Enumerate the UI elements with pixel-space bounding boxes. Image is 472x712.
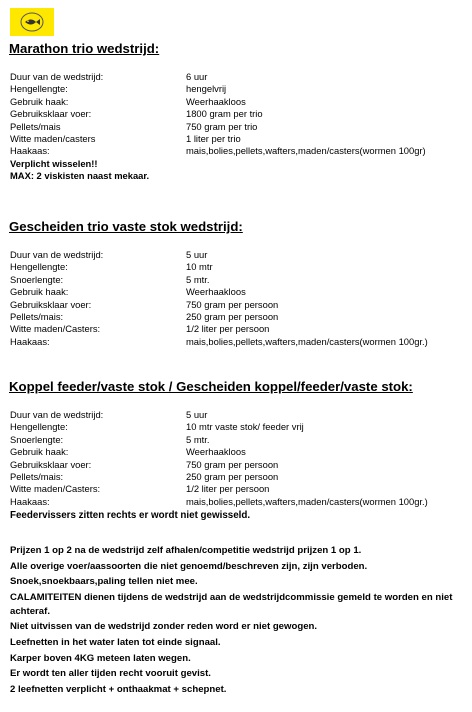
detail-key: Witte maden/Casters: [10,483,101,495]
detail-key: Gebruiksklaar voer: [10,108,92,120]
detail-value: mais,bolies,pellets,wafters,maden/casters(wormen 100gr.) [186,495,428,507]
section1-title: Marathon trio wedstrijd: [9,41,160,56]
detail-value: 5 mtr. [186,433,210,445]
detail-row [10,96,470,108]
detail-row [10,311,470,323]
detail-key: Witte maden/Casters: [10,323,101,335]
detail-row [10,121,470,133]
detail-row [10,133,470,145]
detail-row [10,286,470,298]
detail-key: Snoerlengte: [10,433,64,445]
detail-value: 1/2 liter per persoon [186,323,270,335]
detail-key: Snoerlengte: [10,273,64,285]
detail-row [10,471,470,483]
rule-item: Er wordt ten aller tijden recht vooruit gevist. [10,668,211,680]
detail-value: Weerhaakloos [186,446,246,458]
detail-key: Haakaas: [10,335,50,347]
detail-row [10,496,470,508]
section1-details [10,71,470,183]
detail-value: 250 gram per persoon [186,470,279,482]
detail-row [10,249,470,261]
detail-key: Pellets/mais: [10,470,64,482]
detail-key: Duur van de wedstrijd: [10,71,104,82]
detail-key: Hengellengte: [10,421,68,433]
detail-row [10,434,470,446]
detail-value: 5 uur [186,409,208,420]
section2-title: Gescheiden trio vaste stok wedstrijd: [9,219,243,234]
detail-row [10,446,470,458]
detail-key: Witte maden/casters [10,132,96,144]
detail-key: Pellets/mais [10,120,61,132]
rule-item: 2 leefnetten verplicht + onthaakmat + schepnet. [10,683,227,695]
detail-value: 750 gram per trio [186,120,258,132]
detail-value: 750 gram per persoon [186,458,279,470]
club-logo [10,8,54,36]
section1-note: MAX: 2 viskisten naast mekaar. [10,170,150,182]
detail-value: 5 mtr. [186,273,210,285]
detail-row [10,459,470,471]
section3-details [10,409,470,523]
detail-row [10,274,470,286]
detail-row [10,108,470,120]
detail-key: Duur van de wedstrijd: [10,409,104,420]
detail-value: Weerhaakloos [186,95,246,107]
rule-item: Niet uitvissen van de wedstrijd zonder reden word er niet gewogen. [10,621,318,633]
detail-key: Duur van de wedstrijd: [10,249,104,260]
detail-key: Pellets/mais: [10,310,64,322]
detail-value: mais,bolies,pellets,wafters,maden/casters(wormen 100gr.) [186,335,428,347]
detail-value: 750 gram per persoon [186,298,279,310]
rule-item: Prijzen 1 op 2 na de wedstrijd zelf afhalen/competitie wedstrijd prijzen 1 op 1. [10,545,362,556]
detail-value: hengelvrij [186,83,227,95]
detail-value: 250 gram per persoon [186,310,279,322]
detail-row [10,83,470,95]
detail-row [10,483,470,495]
section3-title: Koppel feeder/vaste stok / Gescheiden koppel/feeder/vaste stok: [9,379,413,394]
detail-value: 1 liter per trio [186,132,241,144]
detail-value: mais,bolies,pellets,wafters,maden/casters(wormen 100gr) [186,145,426,157]
detail-key: Hengellengte: [10,261,68,273]
detail-value: Weerhaakloos [186,286,246,298]
detail-key: Gebruiksklaar voer: [10,458,92,470]
detail-row [10,409,470,421]
detail-key: Hengellengte: [10,83,68,95]
detail-row [10,145,470,157]
rules-list [10,543,470,697]
section3-note: Feedervissers zitten rechts er wordt niet gewisseld. [10,510,251,522]
detail-value: 6 uur [186,71,208,82]
detail-key: Gebruik haak: [10,95,69,107]
detail-value: 10 mtr [186,261,213,273]
detail-value: 1/2 liter per persoon [186,483,270,495]
detail-value: 1800 gram per trio [186,108,263,120]
rule-item: Snoek,snoekbaars,paling tellen niet mee. [10,576,198,588]
detail-value: 5 uur [186,249,208,260]
rule-item: Leefnetten in het water laten tot einde signaal. [10,636,221,648]
rule-item: Karper boven 4KG meteen laten wegen. [10,652,191,664]
detail-row [10,71,470,83]
detail-row [10,299,470,311]
detail-key: Gebruik haak: [10,446,69,458]
detail-key: Haakaas: [10,495,50,507]
detail-row [10,336,470,348]
fish-emblem-icon [19,11,45,33]
rule-item: Alle overige voer/aassoorten die niet genoemd/beschreven zijn, zijn verboden. [10,560,368,572]
detail-key: Haakaas: [10,145,50,157]
detail-row [10,421,470,433]
section2-details [10,249,470,348]
detail-value: 10 mtr vaste stok/ feeder vrij [186,421,304,433]
detail-key: Gebruiksklaar voer: [10,298,92,310]
detail-row [10,261,470,273]
rule-item: CALAMITEITEN dienen tijdens de wedstrijd aan de wedstrijdcommissie gemeld te worden en niet achteraf. [10,591,453,617]
detail-key: Gebruik haak: [10,286,69,298]
detail-row [10,323,470,335]
section1-note: Verplicht wisselen!! [10,157,98,169]
